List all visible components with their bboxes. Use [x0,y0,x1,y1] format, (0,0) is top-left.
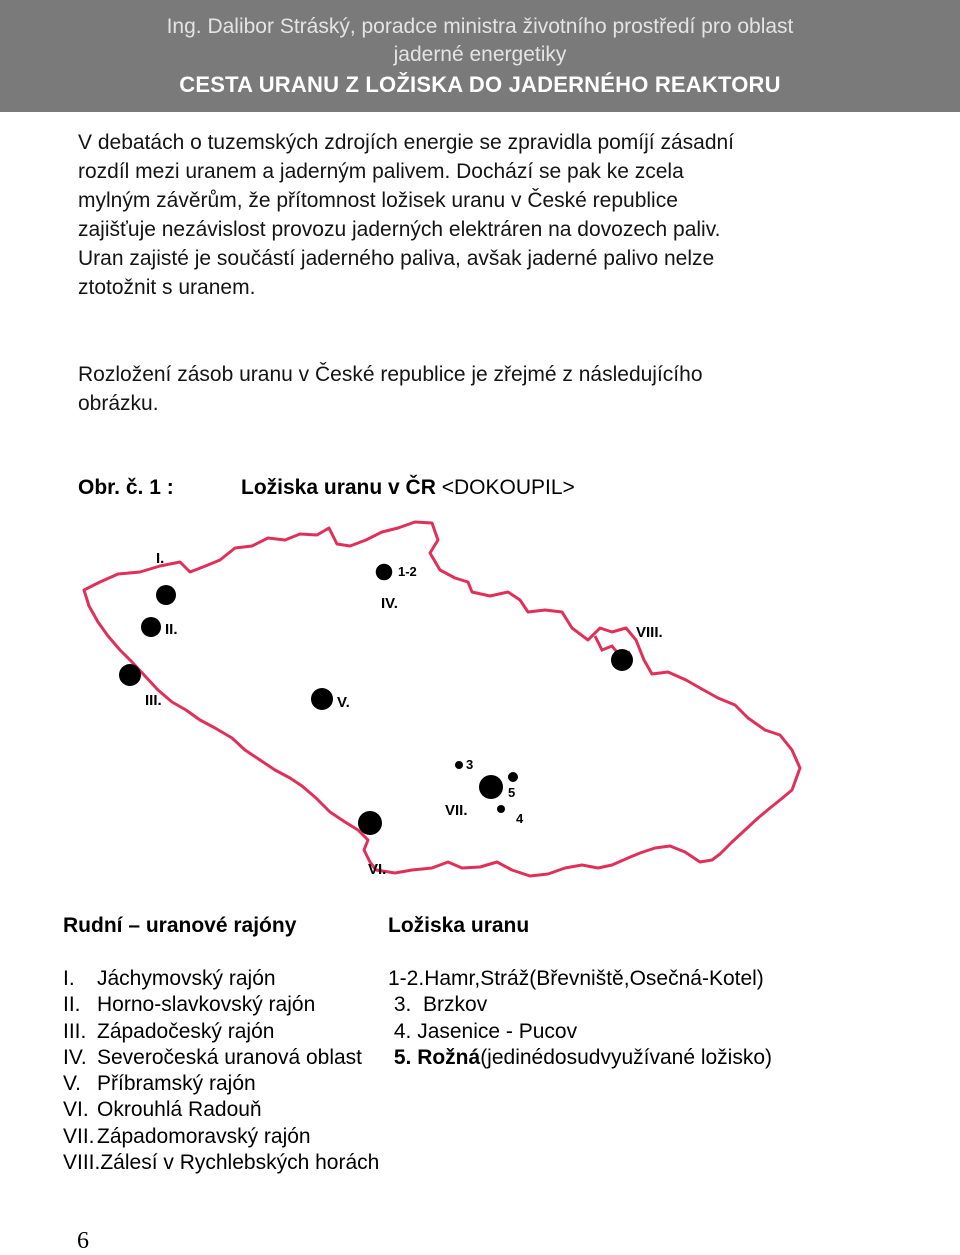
intro-paragraph [78,128,878,302]
uranium-deposits-map [0,500,960,930]
region-name: Západočeský rajón [97,1019,275,1043]
region-number: II. [63,993,81,1017]
deposit-dot-4 [497,805,505,813]
list-item [388,1019,772,1045]
deposit-name: Hamr,Stráž(Břevniště,Osečná-Kotel) [424,967,764,990]
list-item [388,966,772,992]
deposit-dot-VI [358,811,382,835]
figure-title-source: <DOKOUPIL> [435,476,575,499]
text-line: Uran zajisté je součástí jaderného paliva, avšak jaderné palivo nelze [78,247,715,270]
text-line: obrázku. [78,392,159,415]
region-number: VI. [63,1098,89,1122]
region-name: Okrouhlá Radouň [97,1098,262,1122]
deposit-dot-III [119,664,141,686]
list-item [388,1045,772,1071]
map-label-deposit-5: 5 [508,785,516,800]
figure-label: Obr. č. 1 : [78,476,174,499]
deposit-dot-5 [508,772,518,782]
region-number: VIII. [63,1151,101,1175]
region-number: VII. [63,1124,95,1148]
deposit-name: Jasenice - Pucov [411,1019,578,1043]
map-label-II: II. [165,621,178,638]
legend-heading-regions: Rudní – uranové rajóny [63,914,297,937]
region-name: Jáchymovský rajón [97,967,276,990]
page-number: 6 [77,1228,89,1254]
region-name: Příbramský rajón [97,1072,256,1096]
list-item [63,1071,379,1097]
intro-paragraph-2 [78,360,878,418]
text-line: Rozložení zásob uranu v České republice je zřejmé z následujícího [78,363,703,386]
figure-title-bold: Ložiska uranu v ČR [241,476,436,499]
header-author-line-2: jaderné energetiky [393,43,567,66]
header-author-line: Ing. Dalibor Stráský, poradce ministra životního prostředí pro oblast [166,15,794,38]
legend-heading-deposits: Ložiska uranu [388,914,530,937]
deposit-number: 1-2. [388,967,425,990]
text-line: rozdíl mezi uranem a jaderným palivem. Dochází se pak ke zcela [78,160,684,183]
list-item [63,1097,379,1123]
map-label-deposit-4: 4 [516,811,524,826]
map-label-VII: VII. [445,802,468,819]
region-number: IV. [63,1045,87,1069]
list-item [63,1124,379,1150]
region-list [63,966,379,1176]
list-item [63,1045,379,1071]
text-line: zajišťuje nezávislost provozu jaderných elektráren na dovozech paliv. [78,218,721,241]
czech-border [84,522,800,876]
region-name: Západomoravský rajón [97,1124,311,1148]
deposit-name: Brzkov [411,993,488,1017]
deposit-number: 4. [388,1019,412,1043]
text-line: mylným závěrům, že přítomnost ložisek uranu v České republice [78,189,678,212]
region-number: I. [63,967,75,990]
deposit-dot-VII [479,775,503,799]
region-number: V. [63,1072,81,1096]
map-label-V: V. [337,694,350,711]
map-label-VIII: VIII. [636,624,663,641]
list-item [63,966,379,992]
deposit-name-bold: Rožná [417,1045,481,1069]
text-line: ztotožnit s uranem. [78,276,256,299]
deposit-note: (jedinédosudvyužívané ložisko) [480,1045,773,1069]
map-label-deposit-1-2: 1-2 [398,564,417,579]
list-item [63,992,379,1018]
text-line: V debatách o tuzemských zdrojích energie se zpravidla pomíjí zásadní [78,131,735,154]
deposit-dot-V [311,688,333,710]
deposit-number: 3. [388,993,412,1017]
map-label-IV: IV. [381,595,398,612]
region-name: Horno-slavkovský rajón [97,993,316,1017]
deposit-dot-IV [375,563,393,581]
figure-title [241,476,575,500]
list-item [63,1150,379,1176]
page-header [0,0,960,112]
deposit-dot-VIII [611,649,633,671]
header-title: CESTA URANU Z LOŽISKA DO JADERNÉHO REAKTORU [179,72,781,97]
list-item [388,992,772,1018]
map-label-VI: VI. [368,861,387,878]
region-number: III. [63,1019,87,1043]
deposit-number: 5. [388,1045,418,1069]
deposit-dot-3 [455,761,463,769]
deposit-dot-I [156,585,176,605]
deposit-dot-II [141,617,161,637]
region-name: Severočeská uranová oblast [97,1045,362,1069]
deposit-list [388,966,772,1071]
map-label-I: I. [156,550,165,567]
list-item [63,1019,379,1045]
map-label-deposit-3: 3 [466,757,474,772]
region-name: Zálesí v Rychlebských horách [100,1151,380,1175]
map-label-III: III. [145,692,162,709]
